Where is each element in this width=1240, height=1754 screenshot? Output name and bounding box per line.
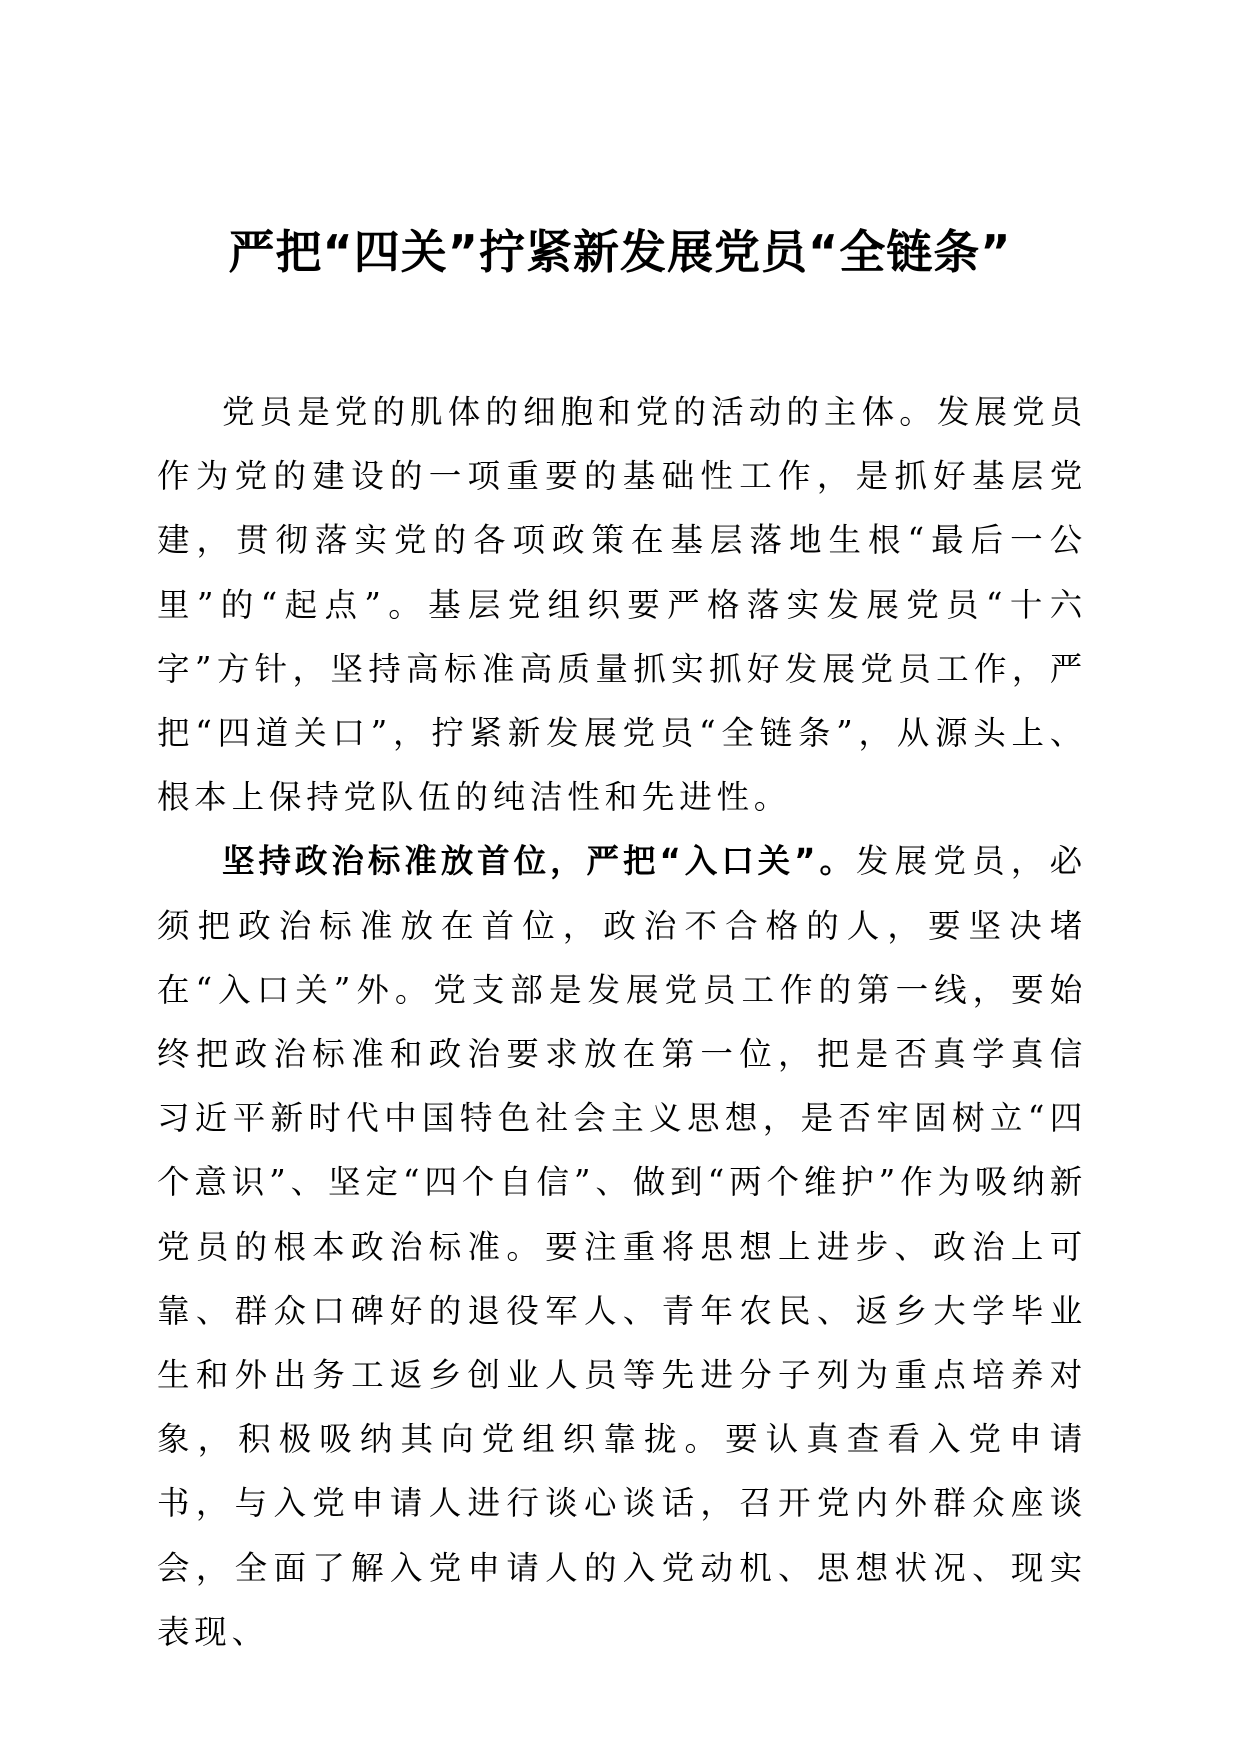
intro-paragraph (157, 380, 1087, 829)
paragraph-lead-heading: 坚持政治标准放首位，严把“入口关”。 (222, 842, 856, 881)
article-body (157, 380, 1087, 1664)
paragraph-text: 党员是党的肌体的细胞和党的活动的主体。发展党员作为党的建设的一项重要的基础性工作，是抓好基层党建，贯彻落实党的各项政策在基层落地生根“最后一公里”的“起点”。基层党组织要严格落实发展党员“十六字”方针，坚持高标准高质量抓实抓好发展党员工作，严把“四道关口”，拧紧新发展党员“全链条”，从源头上、根本上保持党队伍的纯洁性和先进性。 (157, 393, 1087, 817)
paragraph-text: 发展党员，必须把政治标准放在首位，政治不合格的人，要坚决堵在“入口关”外。党支部是发展党员工作的第一线，要始终把政治标准和政治要求放在第一位，把是否真学真信习近平新时代中国特色社会主义思想，是否牢固树立“四个意识”、坚定“四个自信”、做到“两个维护”作为吸纳新党员的根本政治标准。要注重将思想上进步、政治上可靠、群众口碑好的退役军人、青年农民、返乡大学毕业生和外出务工返乡创业人员等先进分子列为重点培养对象，积极吸纳其向党组织靠拢。要认真查看入党申请书，与入党申请人进行谈心谈话，召开党内外群众座谈会，全面了解入党申请人的入党动机、思想状况、现实表现、 (157, 842, 1087, 1651)
page-title: 严把“四关”拧紧新发展党员“全链条” (228, 225, 1012, 279)
section-paragraph (157, 829, 1087, 1664)
